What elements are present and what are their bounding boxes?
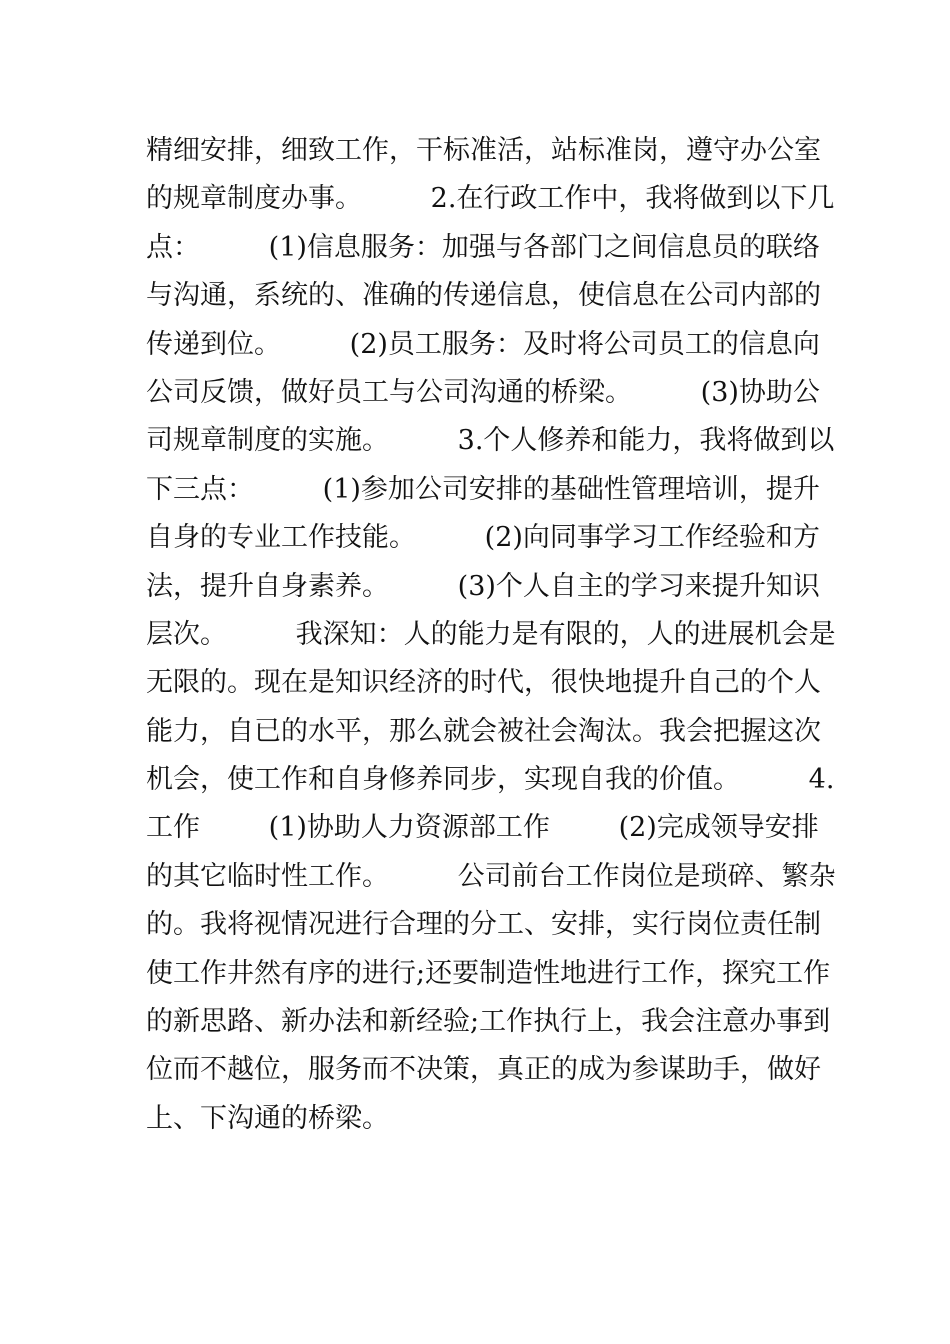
text-line: 精细安排，细致工作，干标准活，站标准岗，遵守办公室 — [146, 135, 821, 166]
text-line: 上、下沟通的桥梁。 — [146, 1102, 389, 1134]
text-line: 位而不越位，服务而不决策，真正的成为参谋助手，做好 — [146, 1054, 821, 1086]
text-line: 传递到位。 (2)员工服务：及时将公司员工的信息向 — [146, 328, 820, 360]
text-line: 点： (1)信息服务：加强与各部门之间信息员的联络 — [146, 231, 820, 263]
text-line: 的其它临时性工作。 公司前台工作岗位是琐碎、繁杂 — [146, 860, 836, 892]
text-line: 自身的专业工作技能。 (2)向同事学习工作经验和方 — [146, 522, 820, 554]
text-line: 工作 (1)协助人力资源部工作 (2)完成领导安排 — [146, 812, 819, 844]
text-line: 司规章制度的实施。 3.个人修养和能力，我将做到以 — [146, 425, 835, 457]
text-line: 法，提升自身素养。 (3)个人自主的学习来提升知识 — [146, 570, 820, 602]
text-line: 无限的。现在是知识经济的时代，很快地提升自己的个人 — [146, 667, 821, 699]
text-line: 能力，自已的水平，那么就会被社会淘汰。我会把握这次 — [146, 715, 821, 747]
text-line: 公司反馈，做好员工与公司沟通的桥梁。 (3)协助公 — [146, 376, 820, 408]
text-line: 机会，使工作和自身修养同步，实现自我的价值。 4. — [146, 764, 835, 796]
text-line: 下三点： (1)参加公司安排的基础性管理培训，提升 — [146, 473, 820, 505]
text-line: 的。我将视情况进行合理的分工、安排，实行岗位责任制 — [146, 909, 821, 941]
text-line: 使工作井然有序的进行;还要制造性地进行工作，探究工作 — [146, 957, 831, 989]
body-text — [146, 127, 836, 1143]
text-line: 的新思路、新办法和新经验;工作执行上，我会注意办事到 — [146, 1006, 831, 1038]
text-line: 的规章制度办事。 2.在行政工作中，我将做到以下几 — [146, 183, 835, 215]
text-line: 层次。 我深知：人的能力是有限的，人的进展机会是 — [146, 618, 836, 650]
text-line: 与沟通，系统的、准确的传递信息，使信息在公司内部的 — [146, 280, 821, 312]
